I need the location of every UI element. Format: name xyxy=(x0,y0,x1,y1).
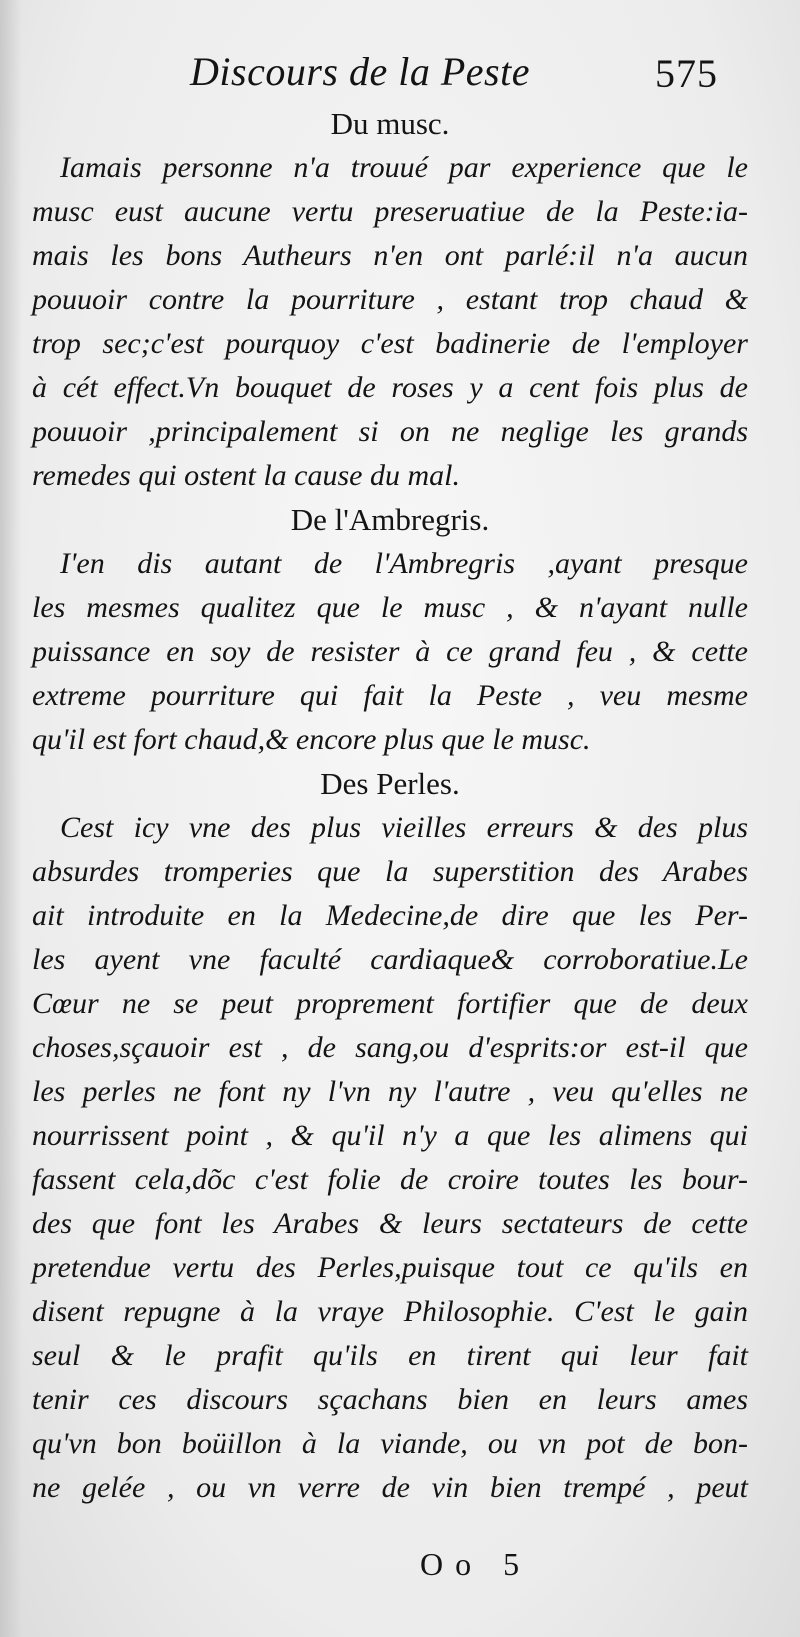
text-line: choses,sçauoir est , de sang,ou d'esprits:or est-il que xyxy=(32,1031,748,1064)
text-line: mais les bons Autheurs n'en ont parlé:il n'a aucun xyxy=(32,239,748,272)
text-line: nourrissent point , & qu'il n'y a que les alimens qui xyxy=(32,1119,748,1152)
running-title: Discours de la Peste xyxy=(190,49,530,94)
text-line: pretendue vertu des Perles,puisque tout ce qu'ils en xyxy=(32,1251,748,1284)
text-block xyxy=(32,102,748,1510)
text-line: les ayent vne faculté cardiaque& corroboratiue.Le xyxy=(32,943,748,976)
text-line: extreme pourriture qui fait la Peste , veu mesme xyxy=(32,679,748,712)
text-line: qu'il est fort chaud,& encore plus que le musc. xyxy=(32,723,591,756)
signature-mark: Oo 5 xyxy=(420,1546,532,1582)
text-line: Cest icy vne des plus vieilles erreurs & des plus xyxy=(60,811,748,844)
text-line: qu'vn bon boüillon à la viande, ou vn pot de bon- xyxy=(32,1427,748,1460)
text-line: des que font les Arabes & leurs sectateurs de cette xyxy=(32,1207,748,1240)
text-line: Iamais personne n'a trouué par experience que le xyxy=(60,151,748,184)
text-line: I'en dis autant de l'Ambregris ,ayant presque xyxy=(60,547,748,580)
text-line: pouuoir ,principalement si on ne neglige les grands xyxy=(32,415,748,448)
section-heading: Du musc. xyxy=(330,106,450,141)
page-number: 575 xyxy=(655,51,718,96)
text-line: Cœur ne se peut proprement fortifier que de deux xyxy=(32,987,748,1020)
page-gutter-shadow xyxy=(0,0,22,1637)
section-heading: De l'Ambregris. xyxy=(290,502,490,537)
text-line: musc eust aucune vertu preseruatiue de la Peste:ia- xyxy=(32,195,748,228)
text-line: absurdes tromperies que la superstition des Arabes xyxy=(32,855,748,888)
text-line: à cét effect.Vn bouquet de roses y a cent fois plus de xyxy=(32,371,748,404)
text-line: trop sec;c'est pourquoy c'est badinerie de l'employer xyxy=(32,327,748,360)
text-line: seul & le prafit qu'ils en tirent qui leur fait xyxy=(32,1339,748,1372)
section-heading: Des Perles. xyxy=(320,766,460,801)
text-line: tenir ces discours sçachans bien en leurs ames xyxy=(32,1383,748,1416)
page-footer xyxy=(0,1546,800,1596)
text-line: les perles ne font ny l'vn ny l'autre , veu qu'elles ne xyxy=(32,1075,748,1108)
text-line: ait introduite en la Medecine,de dire que les Per- xyxy=(32,899,748,932)
text-line: les mesmes qualitez que le musc , & n'ayant nulle xyxy=(32,591,748,624)
text-line: ne gelée , ou vn verre de vin bien trempé , peut xyxy=(32,1471,748,1504)
text-line: pouuoir contre la pourriture , estant trop chaud & xyxy=(32,283,748,316)
running-head xyxy=(0,48,800,108)
text-line: puissance en soy de resister à ce grand feu , & cette xyxy=(32,635,748,668)
text-line: disent repugne à la vraye Philosophie. C'est le gain xyxy=(32,1295,748,1328)
text-line: fassent cela,dõc c'est folie de croire toutes les bour- xyxy=(32,1163,748,1196)
text-line: remedes qui ostent la cause du mal. xyxy=(32,459,460,492)
